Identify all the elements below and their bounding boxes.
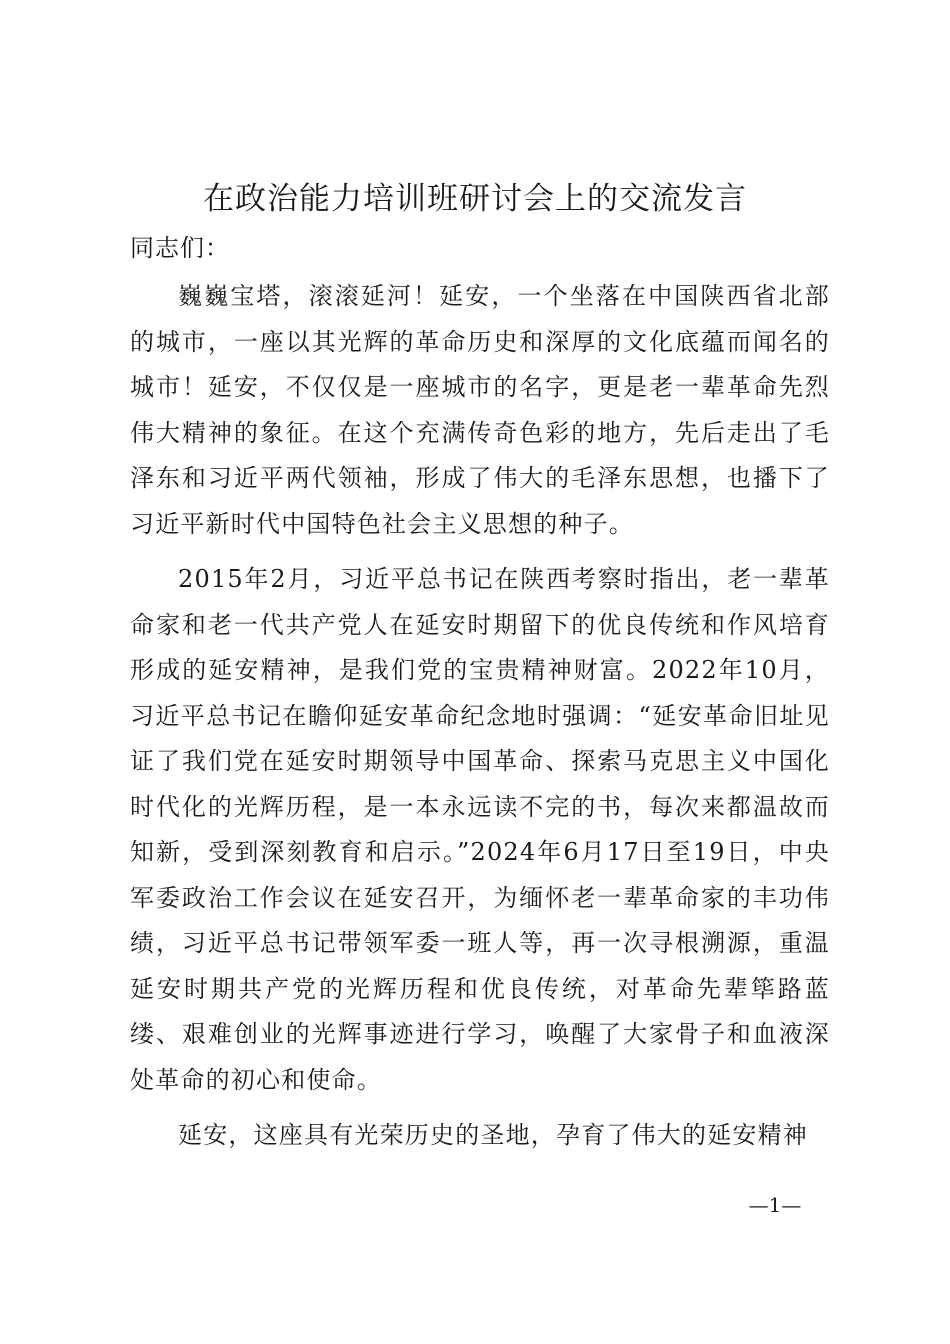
paragraph-2: 2015年2月，习近平总书记在陕西考察时指出，老一辈革命家和老一代共产党人在延安时期留下的优良传统和作风培育形成的延安精神，是我们党的宝贵精神财富。2022年10月，习近平总书记在瞻仰延安革命纪念地时强调：“延安革命旧址见证了我们党在延安时期领导中国革命、探索马克思主义中国化时代化的光辉历程，是一本永远读不完的书，每次来都温故而知新，受到深刻教育和启示。”2024年6月17日至19日，中央军委政治工作会议在延安召开，为缅怀老一辈革命家的丰功伟绩，习近平总书记带领军委一班人等，再一次寻根溯源，重温延安时期共产党的光辉历程和优良传统，对革命先辈筚路蓝缕、艰难创业的光辉事迹进行学习，唤醒了大家骨子和血液深处革命的初心和使命。 xyxy=(130,565,830,1094)
paragraph-1: 巍巍宝塔，滚滚延河！延安，一个坐落在中国陕西省北部的城市，一座以其光辉的革命历史和深厚的文化底蕴而闻名的城市！延安，不仅仅是一座城市的名字，更是老一辈革命先烈伟大精神的象征。在这个充满传奇色彩的地方，先后走出了毛泽东和习近平两代领袖，形成了伟大的毛泽东思想，也播下了习近平新时代中国特色社会主义思想的种子。 xyxy=(130,282,830,538)
document-title: 在政治能力培训班研讨会上的交流发言 xyxy=(203,181,747,217)
paragraph-3: 延安，这座具有光荣历史的圣地，孕育了伟大的延安精神 xyxy=(178,1121,808,1149)
document-body xyxy=(130,222,830,1169)
salutation: 同志们： xyxy=(130,234,230,262)
page-number: —1— xyxy=(748,1193,802,1217)
